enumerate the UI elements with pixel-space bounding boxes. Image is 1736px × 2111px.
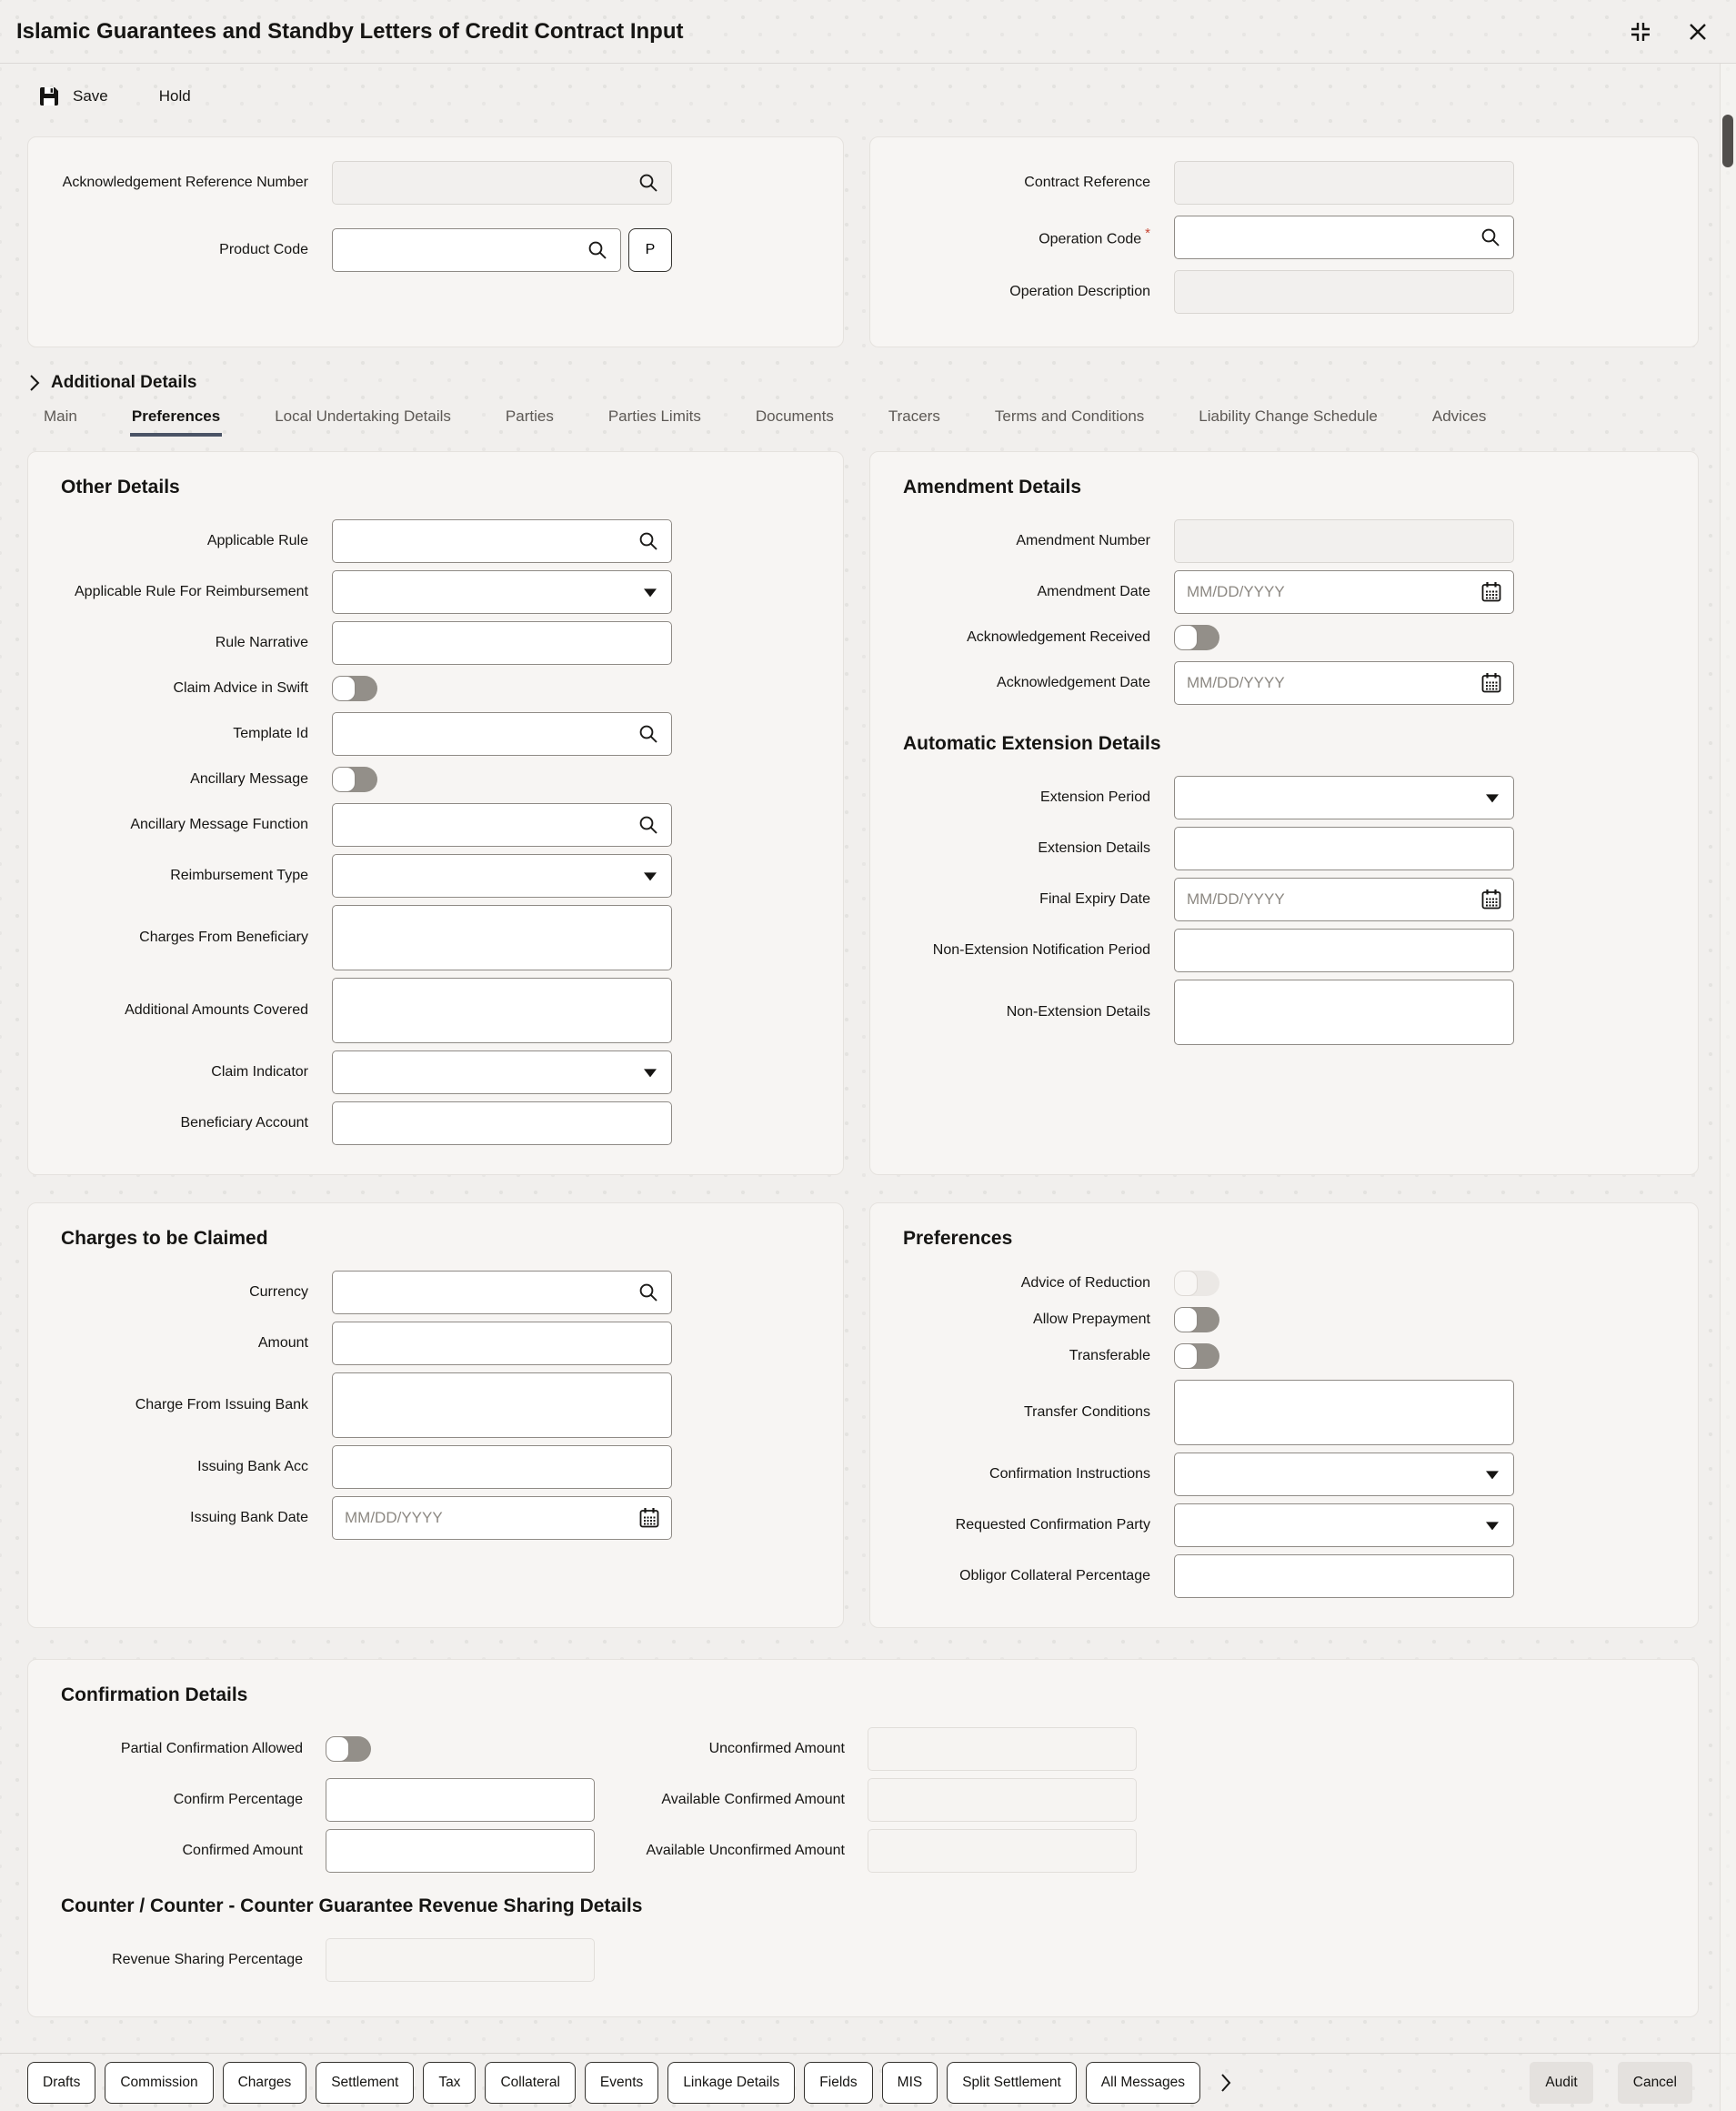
close-icon[interactable]: [1687, 21, 1709, 43]
issuing-bank-date-field[interactable]: [332, 1496, 672, 1540]
available-confirmed-amount-label: Available Confirmed Amount: [661, 1791, 845, 1807]
claim-indicator-select[interactable]: [332, 1050, 672, 1094]
tab-parties-limits[interactable]: Parties Limits: [607, 407, 701, 425]
tab-documents[interactable]: Documents: [755, 407, 834, 425]
ancillary-message-label: Ancillary Message: [190, 770, 308, 787]
ancillary-message-function-label: Ancillary Message Function: [130, 816, 308, 832]
transferable-label: Transferable: [1069, 1347, 1150, 1363]
window-controls: [1629, 20, 1709, 44]
product-code-label: Product Code: [219, 241, 308, 257]
applicable-rule-field[interactable]: [332, 519, 672, 563]
obligor-collateral-percentage-label: Obligor Collateral Percentage: [959, 1567, 1150, 1583]
section-title: Preferences: [903, 1228, 1013, 1249]
non-extension-notification-period-input[interactable]: [1174, 929, 1514, 972]
required-marker: *: [1145, 226, 1150, 242]
additional-amounts-covered-label: Additional Amounts Covered: [125, 1001, 308, 1018]
ack-ref-label: Acknowledgement Reference Number: [62, 174, 308, 190]
issuing-bank-date-label: Issuing Bank Date: [190, 1509, 308, 1525]
amount-label: Amount: [257, 1334, 308, 1351]
requested-confirmation-party-select[interactable]: [1174, 1503, 1514, 1547]
ack-ref-field[interactable]: [332, 161, 672, 205]
revenue-sharing-percentage-field: [326, 1938, 595, 1982]
content-row-1: [27, 451, 1736, 1175]
contract-reference-field: [1174, 161, 1514, 205]
amount-input[interactable]: [332, 1322, 672, 1365]
charges-button[interactable]: Charges: [223, 2062, 307, 2104]
charges-from-beneficiary-label: Charges From Beneficiary: [139, 929, 308, 945]
collateral-button[interactable]: Collateral: [485, 2062, 575, 2104]
tab-local-undertaking-details[interactable]: Local Undertaking Details: [275, 407, 451, 425]
operation-description-label: Operation Description: [1009, 283, 1150, 299]
caret-down-icon: [1486, 794, 1499, 802]
search-icon[interactable]: [1480, 226, 1501, 248]
charge-from-issuing-bank-textarea[interactable]: [332, 1372, 672, 1438]
preferences-section: [869, 1202, 1699, 1628]
section-title: Counter / Counter - Counter Guarantee Revenue Sharing Details: [61, 1895, 643, 1916]
amendment-date-input[interactable]: [1175, 583, 1480, 601]
extension-details-label: Extension Details: [1038, 839, 1150, 856]
section-title: Amendment Details: [903, 477, 1082, 498]
tab-liability-change-schedule[interactable]: Liability Change Schedule: [1199, 407, 1378, 425]
save-button[interactable]: [36, 84, 108, 109]
reimbursement-type-label: Reimbursement Type: [170, 867, 308, 883]
rule-narrative-input[interactable]: [332, 621, 672, 665]
currency-label: Currency: [249, 1283, 308, 1300]
fields-button[interactable]: Fields: [804, 2062, 872, 2104]
applicable-rule-for-reimbursement-label: Applicable Rule For Reimbursement: [75, 583, 308, 599]
section-title: Confirmation Details: [61, 1684, 248, 1705]
confirmed-amount-label: Confirmed Amount: [182, 1842, 303, 1858]
operation-code-field[interactable]: [1174, 216, 1514, 259]
tab-advices[interactable]: Advices: [1431, 407, 1487, 425]
partial-confirmation-allowed-label: Partial Confirmation Allowed: [120, 1740, 303, 1756]
amendment-number-field: [1174, 519, 1514, 563]
tab-bar: [42, 407, 1736, 437]
claim-advice-in-swift-toggle[interactable]: [332, 676, 377, 701]
allow-prepayment-label: Allow Prepayment: [1033, 1311, 1150, 1327]
applicable-rule-for-reimbursement-select[interactable]: [332, 570, 672, 614]
issuing-bank-date-input[interactable]: [333, 1509, 637, 1527]
operation-description-field: [1174, 270, 1514, 314]
final-expiry-date-label: Final Expiry Date: [1039, 890, 1150, 907]
caret-down-icon: [1486, 1471, 1499, 1479]
caret-down-icon: [1486, 1522, 1499, 1530]
charge-from-issuing-bank-label: Charge From Issuing Bank: [135, 1396, 308, 1412]
tab-main[interactable]: Main: [44, 407, 77, 425]
linkage-details-button[interactable]: Linkage Details: [667, 2062, 795, 2104]
acknowledgement-date-field[interactable]: [1174, 661, 1514, 705]
reimbursement-type-select[interactable]: [332, 854, 672, 898]
claim-indicator-label: Claim Indicator: [211, 1063, 308, 1080]
scrollbar[interactable]: [1720, 64, 1736, 2111]
claim-advice-in-swift-label: Claim Advice in Swift: [173, 679, 308, 696]
additional-details-label: Additional Details: [51, 373, 197, 392]
page-title: Islamic Guarantees and Standby Letters of Credit Contract Input: [16, 18, 684, 44]
chevron-right-icon: [1220, 2073, 1231, 2093]
tab-parties[interactable]: Parties: [505, 407, 554, 425]
section-title: Charges to be Claimed: [61, 1228, 268, 1249]
revenue-sharing-percentage-label: Revenue Sharing Percentage: [112, 1951, 303, 1967]
extension-period-select[interactable]: [1174, 776, 1514, 819]
tab-tracers[interactable]: Tracers: [888, 407, 940, 425]
other-details-section: [27, 451, 844, 1175]
charges-to-be-claimed-section: [27, 1202, 844, 1628]
transfer-conditions-label: Transfer Conditions: [1023, 1403, 1150, 1420]
tab-terms-and-conditions[interactable]: Terms and Conditions: [994, 407, 1145, 425]
all-messages-button[interactable]: All Messages: [1086, 2062, 1200, 2104]
mis-button[interactable]: MIS: [882, 2062, 938, 2104]
beneficiary-account-label: Beneficiary Account: [180, 1114, 308, 1131]
confirmation-instructions-select[interactable]: [1174, 1453, 1514, 1496]
tab-preferences[interactable]: Preferences: [130, 407, 222, 437]
amendment-extension-section: [869, 451, 1699, 1175]
final-expiry-date-field[interactable]: [1174, 878, 1514, 921]
content-row-2: [27, 1202, 1736, 1628]
search-icon[interactable]: [637, 723, 659, 745]
section-title: Other Details: [61, 477, 180, 498]
transfer-conditions-textarea[interactable]: [1174, 1380, 1514, 1445]
contract-reference-label: Contract Reference: [1024, 174, 1150, 190]
events-button[interactable]: Events: [585, 2062, 658, 2104]
additional-amounts-covered-textarea[interactable]: [332, 978, 672, 1043]
additional-details-expander[interactable]: [29, 373, 1736, 393]
acknowledgement-panel: [27, 136, 844, 347]
charges-from-beneficiary-textarea[interactable]: [332, 905, 672, 970]
unconfirmed-amount-label: Unconfirmed Amount: [708, 1740, 845, 1756]
titlebar: [0, 0, 1736, 64]
settlement-button[interactable]: Settlement: [316, 2062, 414, 2104]
product-code-field[interactable]: [332, 228, 621, 272]
allow-prepayment-toggle[interactable]: [1174, 1307, 1219, 1332]
available-confirmed-amount-field: [868, 1778, 1137, 1822]
caret-down-icon: [644, 588, 657, 597]
caret-down-icon: [644, 1069, 657, 1077]
calendar-icon[interactable]: [1480, 671, 1503, 695]
save-label: Save: [73, 87, 108, 105]
caret-down-icon: [644, 872, 657, 880]
split-settlement-button[interactable]: Split Settlement: [947, 2062, 1077, 2104]
section-title: Automatic Extension Details: [903, 733, 1161, 754]
advice-of-reduction-label: Advice of Reduction: [1020, 1274, 1150, 1291]
confirmation-instructions-label: Confirmation Instructions: [989, 1465, 1150, 1482]
ancillary-message-toggle[interactable]: [332, 767, 377, 792]
acknowledgement-date-input[interactable]: [1175, 674, 1480, 692]
requested-confirmation-party-label: Requested Confirmation Party: [955, 1516, 1150, 1533]
applicable-rule-label: Applicable Rule: [206, 532, 308, 548]
non-extension-notification-period-label: Non-Extension Notification Period: [932, 941, 1150, 958]
search-icon[interactable]: [637, 530, 659, 552]
footer-action-bar: [0, 2053, 1736, 2111]
search-icon[interactable]: [587, 239, 608, 261]
template-id-label: Template Id: [233, 725, 308, 741]
partial-confirmation-allowed-toggle[interactable]: [326, 1736, 371, 1762]
toolbar: [36, 76, 1736, 116]
save-icon: [36, 84, 62, 109]
rule-narrative-label: Rule Narrative: [215, 634, 308, 650]
amendment-number-label: Amendment Number: [1016, 532, 1150, 548]
hold-label: Hold: [158, 87, 191, 105]
commission-button[interactable]: Commission: [105, 2062, 213, 2104]
amendment-date-label: Amendment Date: [1037, 583, 1150, 599]
amendment-date-field[interactable]: [1174, 570, 1514, 614]
issuing-bank-acc-input[interactable]: [332, 1445, 672, 1489]
extension-period-label: Extension Period: [1040, 789, 1150, 805]
restore-window-icon[interactable]: [1629, 20, 1652, 44]
ancillary-message-function-field[interactable]: [332, 803, 672, 847]
scrollbar-thumb[interactable]: [1722, 115, 1733, 167]
available-unconfirmed-amount-label: Available Unconfirmed Amount: [646, 1842, 845, 1858]
transferable-toggle[interactable]: [1174, 1343, 1219, 1369]
confirm-percentage-input[interactable]: [326, 1778, 595, 1822]
search-icon[interactable]: [637, 1282, 659, 1303]
confirmed-amount-input[interactable]: [326, 1829, 595, 1873]
final-expiry-date-input[interactable]: [1175, 890, 1480, 909]
search-icon[interactable]: [637, 814, 659, 836]
confirmation-details-section: [27, 1659, 1699, 2017]
tax-button[interactable]: Tax: [423, 2062, 476, 2104]
reference-row: [27, 136, 1736, 347]
search-icon[interactable]: [637, 172, 659, 194]
drafts-button[interactable]: Drafts: [27, 2062, 95, 2104]
obligor-collateral-percentage-input[interactable]: [1174, 1554, 1514, 1598]
product-populate-button[interactable]: P: [628, 228, 672, 272]
advice-of-reduction-toggle: [1174, 1271, 1219, 1296]
non-extension-details-label: Non-Extension Details: [1006, 1003, 1150, 1020]
operation-code-label: Operation Code *: [1039, 226, 1150, 247]
calendar-icon[interactable]: [637, 1506, 661, 1530]
acknowledgement-received-label: Acknowledgement Received: [967, 628, 1150, 645]
unconfirmed-amount-field: [868, 1727, 1137, 1771]
non-extension-details-textarea[interactable]: [1174, 980, 1514, 1045]
acknowledgement-date-label: Acknowledgement Date: [997, 674, 1150, 690]
beneficiary-account-input[interactable]: [332, 1101, 672, 1145]
confirm-percentage-label: Confirm Percentage: [173, 1791, 303, 1807]
cancel-button[interactable]: Cancel: [1618, 2062, 1692, 2104]
operation-panel: [869, 136, 1699, 347]
calendar-icon[interactable]: [1480, 888, 1503, 911]
issuing-bank-acc-label: Issuing Bank Acc: [197, 1458, 308, 1474]
currency-field[interactable]: [332, 1271, 672, 1314]
hold-button[interactable]: [159, 87, 191, 106]
calendar-icon[interactable]: [1480, 580, 1503, 604]
available-unconfirmed-amount-field: [868, 1829, 1137, 1873]
template-id-field[interactable]: [332, 712, 672, 756]
audit-button[interactable]: Audit: [1530, 2062, 1592, 2104]
chevron-right-icon: [29, 374, 40, 392]
extension-details-input[interactable]: [1174, 827, 1514, 870]
more-actions-chevron[interactable]: [1209, 2073, 1242, 2093]
acknowledgement-received-toggle[interactable]: [1174, 625, 1219, 650]
